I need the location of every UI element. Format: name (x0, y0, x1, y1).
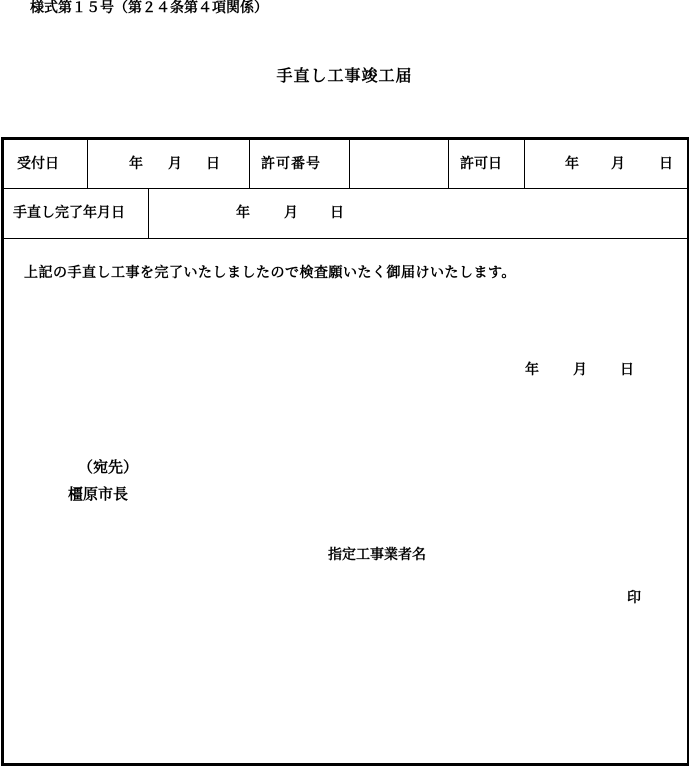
received-month-unit: 月 (168, 156, 182, 172)
permit-day-unit: 日 (659, 156, 673, 172)
received-day-unit: 日 (206, 156, 220, 172)
form-number: 様式第１５号（第２４条第４項関係） (30, 0, 268, 16)
col-divider (87, 140, 88, 188)
submission-year-unit: 年 (525, 362, 539, 378)
completion-year-unit: 年 (236, 205, 250, 221)
permit-number-label: 許可番号 (261, 156, 321, 172)
submission-day-unit: 日 (620, 362, 634, 378)
submission-month-unit: 月 (573, 362, 587, 378)
seal-mark: 印 (627, 590, 641, 606)
form-box (1, 137, 689, 766)
addressee: 橿原市長 (68, 485, 129, 503)
completion-month-unit: 月 (284, 205, 298, 221)
addressee-prefix: （宛先） (78, 458, 139, 476)
row-divider-2 (4, 238, 687, 239)
col-divider (524, 140, 525, 188)
col-divider (148, 188, 149, 238)
permit-year-unit: 年 (565, 156, 579, 172)
permit-date-label: 許可日 (460, 156, 502, 172)
form-title: 手直し工事竣工届 (276, 66, 413, 85)
completion-date-label: 手直し完了年月日 (13, 205, 125, 221)
contractor-name-label: 指定工事業者名 (328, 547, 426, 563)
col-divider (448, 140, 449, 188)
col-divider (349, 140, 350, 188)
declaration-text: 上記の手直し工事を完了いたしましたので検査願いたく御届けいたします。 (24, 265, 516, 281)
completion-day-unit: 日 (330, 205, 344, 221)
row-divider-1 (4, 188, 687, 189)
received-date-label: 受付日 (17, 156, 59, 172)
col-divider (249, 140, 250, 188)
received-year-unit: 年 (129, 156, 143, 172)
permit-month-unit: 月 (611, 156, 625, 172)
